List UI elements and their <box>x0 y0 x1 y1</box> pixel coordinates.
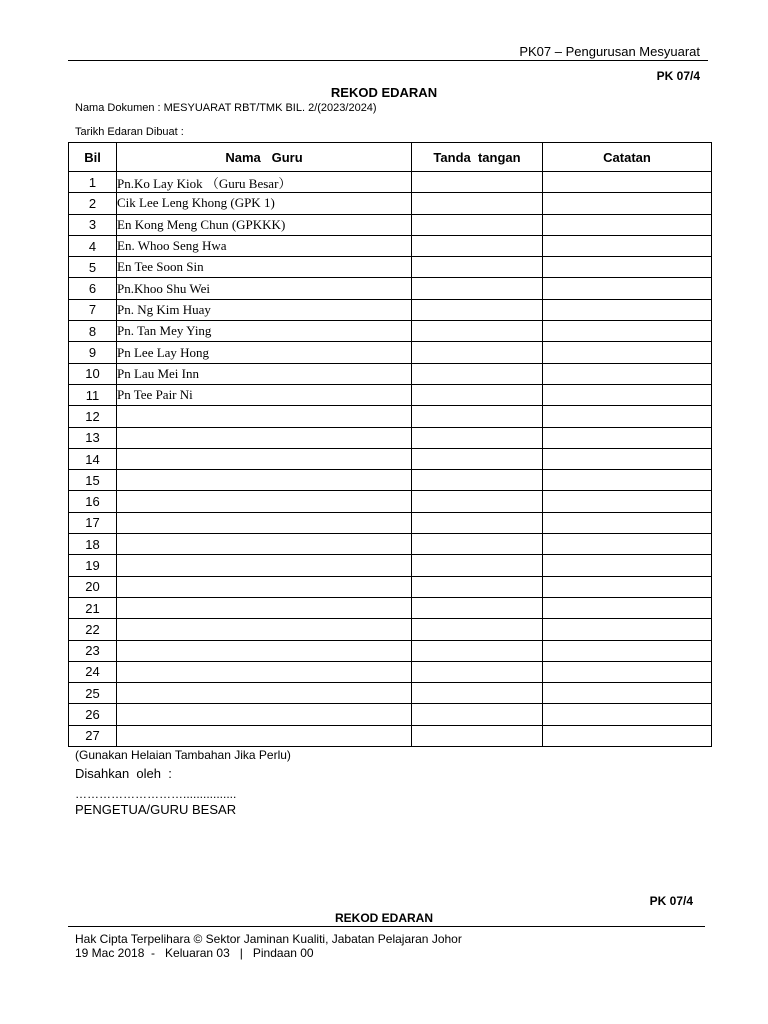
table-row <box>69 683 712 704</box>
row-number: 7 <box>69 299 117 320</box>
table-header-row <box>69 143 712 172</box>
table-row <box>69 193 712 214</box>
column-header-nama-guru: Nama Guru <box>117 143 412 172</box>
table-row <box>69 555 712 576</box>
table-row <box>69 363 712 384</box>
table-row <box>69 235 712 256</box>
row-number: 26 <box>69 704 117 725</box>
signature-cell <box>412 342 543 363</box>
signature-cell <box>412 704 543 725</box>
signature-cell <box>412 619 543 640</box>
signature-cell <box>412 299 543 320</box>
remarks-cell <box>543 512 712 533</box>
column-header-catatan: Catatan <box>543 143 712 172</box>
row-number: 21 <box>69 597 117 618</box>
teacher-name-cell: Pn Tee Pair Ni <box>117 384 412 405</box>
table-row <box>69 661 712 682</box>
teacher-name-cell <box>117 470 412 491</box>
remarks-cell <box>543 214 712 235</box>
row-number: 14 <box>69 448 117 469</box>
remarks-cell <box>543 406 712 427</box>
table-row <box>69 406 712 427</box>
remarks-cell <box>543 597 712 618</box>
table-row <box>69 342 712 363</box>
teacher-name-cell <box>117 725 412 746</box>
signature-cell <box>412 193 543 214</box>
teacher-name-cell <box>117 406 412 427</box>
row-number: 20 <box>69 576 117 597</box>
row-number: 23 <box>69 640 117 661</box>
row-number: 10 <box>69 363 117 384</box>
remarks-cell <box>543 363 712 384</box>
remarks-cell <box>543 257 712 278</box>
remarks-cell <box>543 321 712 342</box>
teacher-name-cell <box>117 491 412 512</box>
remarks-cell <box>543 172 712 193</box>
table-row <box>69 534 712 555</box>
teacher-name-cell <box>117 512 412 533</box>
signature-cell <box>412 427 543 448</box>
remarks-cell <box>543 725 712 746</box>
column-header-bil: Bil <box>69 143 117 172</box>
row-number: 1 <box>69 172 117 193</box>
signature-cell <box>412 257 543 278</box>
teacher-name-cell <box>117 683 412 704</box>
remarks-cell <box>543 193 712 214</box>
table-row <box>69 448 712 469</box>
page-title: REKOD EDARAN <box>330 85 438 100</box>
row-number: 12 <box>69 406 117 427</box>
teacher-name-cell: En Tee Soon Sin <box>117 257 412 278</box>
row-number: 5 <box>69 257 117 278</box>
table-row <box>69 725 712 746</box>
table-row <box>69 470 712 491</box>
row-number: 13 <box>69 427 117 448</box>
row-number: 24 <box>69 661 117 682</box>
remarks-cell <box>543 555 712 576</box>
teacher-name-cell: En Kong Meng Chun (GPKKK) <box>117 214 412 235</box>
row-number: 4 <box>69 235 117 256</box>
signature-cell <box>412 172 543 193</box>
teacher-name-cell: Pn Lau Mei Inn <box>117 363 412 384</box>
document-code: PK 07/4 <box>656 69 700 83</box>
remarks-cell <box>543 491 712 512</box>
row-number: 18 <box>69 534 117 555</box>
row-number: 2 <box>69 193 117 214</box>
remarks-cell <box>543 470 712 491</box>
table-row <box>69 299 712 320</box>
signature-cell <box>412 406 543 427</box>
remarks-cell <box>543 235 712 256</box>
signature-cell <box>412 555 543 576</box>
table-row <box>69 491 712 512</box>
row-number: 17 <box>69 512 117 533</box>
signature-cell <box>412 470 543 491</box>
document-name: Nama Dokumen : MESYUARAT RBT/TMK BIL. 2/(2023/2024) <box>75 102 377 114</box>
table-row <box>69 576 712 597</box>
table-row <box>69 321 712 342</box>
remarks-cell <box>543 299 712 320</box>
row-number: 11 <box>69 384 117 405</box>
signature-cell <box>412 597 543 618</box>
footer-divider <box>68 926 705 927</box>
remarks-cell <box>543 448 712 469</box>
header-module-title: PK07 – Pengurusan Mesyuarat <box>519 44 700 59</box>
additional-sheet-note: (Gunakan Helaian Tambahan Jika Perlu) <box>75 748 291 762</box>
teacher-name-cell: En. Whoo Seng Hwa <box>117 235 412 256</box>
remarks-cell <box>543 683 712 704</box>
teacher-name-cell <box>117 427 412 448</box>
signature-cell <box>412 661 543 682</box>
row-number: 27 <box>69 725 117 746</box>
row-number: 25 <box>69 683 117 704</box>
remarks-cell <box>543 278 712 299</box>
remarks-cell <box>543 534 712 555</box>
remarks-cell <box>543 342 712 363</box>
teacher-name-cell <box>117 448 412 469</box>
distribution-table <box>68 142 712 747</box>
table-row <box>69 427 712 448</box>
remarks-cell <box>543 427 712 448</box>
table-row <box>69 704 712 725</box>
teacher-name-cell: Pn. Tan Mey Ying <box>117 321 412 342</box>
signature-cell <box>412 235 543 256</box>
table-row <box>69 278 712 299</box>
remarks-cell <box>543 704 712 725</box>
row-number: 8 <box>69 321 117 342</box>
teacher-name-cell <box>117 555 412 576</box>
verified-by-label: Disahkan oleh : <box>75 766 172 781</box>
header-divider <box>68 60 708 61</box>
row-number: 9 <box>69 342 117 363</box>
row-number: 19 <box>69 555 117 576</box>
footer-copyright: Hak Cipta Terpelihara © Sektor Jaminan Kualiti, Jabatan Pelajaran Johor <box>75 932 462 946</box>
row-number: 16 <box>69 491 117 512</box>
remarks-cell <box>543 661 712 682</box>
signature-cell <box>412 214 543 235</box>
remarks-cell <box>543 619 712 640</box>
teacher-name-cell <box>117 576 412 597</box>
teacher-name-cell <box>117 597 412 618</box>
teacher-name-cell: Pn. Ng Kim Huay <box>117 299 412 320</box>
teacher-name-cell: Cik Lee Leng Khong (GPK 1) <box>117 193 412 214</box>
principal-label: PENGETUA/GURU BESAR <box>75 802 237 817</box>
signature-cell <box>412 640 543 661</box>
signature-cell <box>412 576 543 597</box>
signature-cell <box>412 321 543 342</box>
teacher-name-cell: Pn Lee Lay Hong <box>117 342 412 363</box>
table-row <box>69 512 712 533</box>
teacher-name-cell <box>117 534 412 555</box>
remarks-cell <box>543 576 712 597</box>
footer-date-revision: 19 Mac 2018 - Keluaran 03 | Pindaan 00 <box>75 946 314 960</box>
table-row <box>69 640 712 661</box>
signature-cell <box>412 384 543 405</box>
signature-cell <box>412 512 543 533</box>
row-number: 3 <box>69 214 117 235</box>
footer-title: REKOD EDARAN <box>334 911 433 925</box>
signature-cell <box>412 534 543 555</box>
teacher-name-cell <box>117 640 412 661</box>
table-row <box>69 384 712 405</box>
row-number: 22 <box>69 619 117 640</box>
remarks-cell <box>543 384 712 405</box>
remarks-cell <box>543 640 712 661</box>
table-row <box>69 597 712 618</box>
table-row <box>69 214 712 235</box>
teacher-name-cell <box>117 704 412 725</box>
signature-cell <box>412 725 543 746</box>
signature-cell <box>412 491 543 512</box>
row-number: 6 <box>69 278 117 299</box>
signature-cell <box>412 363 543 384</box>
row-number: 15 <box>69 470 117 491</box>
teacher-name-cell <box>117 619 412 640</box>
signature-cell <box>412 278 543 299</box>
teacher-name-cell: Pn.Ko Lay Kiok （Guru Besar） <box>117 172 412 193</box>
footer-document-code: PK 07/4 <box>649 894 693 908</box>
signature-cell <box>412 448 543 469</box>
table-row <box>69 619 712 640</box>
column-header-tanda-tangan: Tanda tangan <box>412 143 543 172</box>
teacher-name-cell: Pn.Khoo Shu Wei <box>117 278 412 299</box>
teacher-name-cell <box>117 661 412 682</box>
distribution-date-label: Tarikh Edaran Dibuat : <box>75 126 184 138</box>
table-row <box>69 257 712 278</box>
table-row <box>69 172 712 193</box>
signature-cell <box>412 683 543 704</box>
signature-line: ………………………................ <box>75 787 237 801</box>
